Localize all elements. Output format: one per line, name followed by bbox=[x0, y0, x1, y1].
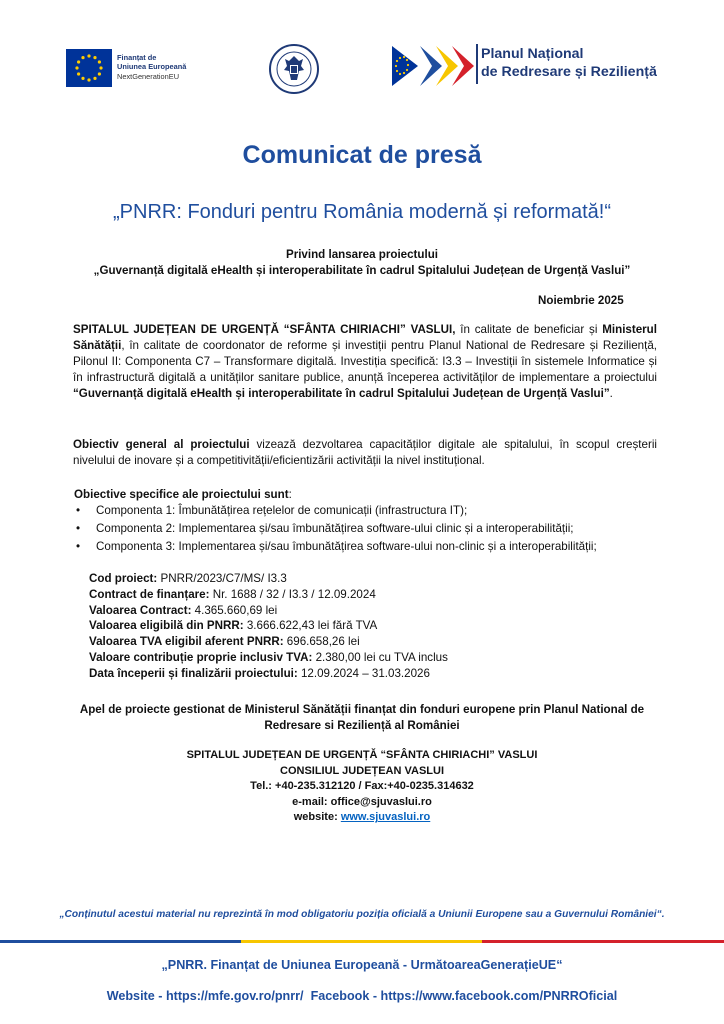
detail-value: PNRR/2023/C7/MS/ I3.3 bbox=[157, 572, 287, 585]
specific-objectives-list bbox=[74, 503, 597, 557]
detail-value: 696.658,26 lei bbox=[283, 635, 360, 649]
text-span: în calitate de beneficiar și bbox=[455, 323, 603, 336]
pnrr-line-1: Planul Național bbox=[481, 46, 584, 62]
paragraph-objective bbox=[73, 437, 657, 469]
footer-website-link[interactable]: Website - https://mfe.gov.ro/pnrr/ bbox=[106, 989, 304, 1003]
detail-label: Valoarea Contract: bbox=[89, 603, 192, 617]
page-title: Comunicat de presă bbox=[242, 141, 482, 169]
romanian-government-seal-icon bbox=[268, 43, 320, 95]
footer-slogan: „PNRR. Finanțat de Uniunea Europeană - UrmătoareaGenerațieUE“ bbox=[161, 958, 563, 972]
paragraph-intro bbox=[73, 322, 657, 402]
intro-line-1: Privind lansarea proiectului bbox=[285, 248, 439, 261]
project-name: “Guvernanță digitală eHealth și interoperabilitate în cadrul Spitalului Județean de Urgență Vaslui” bbox=[73, 387, 610, 400]
detail-label: Valoare contribuție proprie inclusiv TVA: bbox=[89, 650, 313, 664]
detail-row bbox=[89, 603, 448, 619]
list-item-text: Componenta 2: Implementarea și/sau îmbunătățirea software-ului clinic și a interoperabilității; bbox=[96, 522, 574, 535]
stripe-blue bbox=[0, 940, 241, 943]
pnrr-divider bbox=[476, 44, 478, 84]
detail-label: Valoarea eligibilă din PNRR: bbox=[89, 619, 244, 633]
page-subtitle: „PNRR: Fonduri pentru România modernă și reformată!“ bbox=[113, 201, 611, 223]
eu-line-1: Finanțat de bbox=[117, 53, 157, 62]
contact-council: CONSILIUL JUDEȚEAN VASLUI bbox=[280, 764, 444, 777]
colon: : bbox=[288, 488, 292, 501]
detail-value: 3.666.622,43 lei fără TVA bbox=[243, 619, 378, 633]
contact-email[interactable]: e-mail: office@sjuvaslui.ro bbox=[292, 795, 432, 808]
pnrr-line-2: de Redresare și Reziliență bbox=[481, 64, 657, 80]
text-span: . bbox=[609, 387, 613, 400]
website-label: website: bbox=[293, 811, 341, 824]
detail-value: 4.365.660,69 lei bbox=[191, 603, 278, 617]
detail-value: 2.380,00 lei cu TVA inclus bbox=[312, 650, 448, 664]
list-item-text: Componenta 1: Îmbunătățirea rețelelor de comunicații (infrastructura IT); bbox=[96, 504, 468, 517]
bullet-icon: • bbox=[76, 522, 81, 535]
stripe-red bbox=[482, 940, 724, 943]
ministry-name: Ministerul Sănătății bbox=[73, 323, 657, 352]
specific-heading-text: Obiective specifice ale proiectului sunt bbox=[74, 488, 289, 501]
pnrr-logo-icon bbox=[392, 42, 474, 90]
detail-label: Cod proiect: bbox=[89, 572, 158, 585]
list-item bbox=[74, 539, 597, 557]
eu-flag-icon bbox=[66, 49, 112, 87]
objective-heading: Obiectiv general al proiectului bbox=[73, 438, 250, 451]
contact-block bbox=[60, 748, 664, 826]
specific-objectives-heading bbox=[74, 487, 292, 503]
project-details bbox=[89, 571, 448, 682]
detail-row bbox=[89, 618, 448, 634]
release-date: Noiembrie 2025 bbox=[538, 294, 624, 307]
detail-row bbox=[89, 634, 448, 650]
website-link[interactable]: www.sjuvaslui.ro bbox=[340, 811, 431, 824]
detail-value: 12.09.2024 – 31.03.2026 bbox=[297, 666, 430, 680]
bullet-icon: • bbox=[76, 540, 81, 553]
footer-facebook-link[interactable]: Facebook - https://www.facebook.com/PNRROficial bbox=[310, 989, 618, 1003]
contact-org: SPITALUL JUDEȚEAN DE URGENȚĂ “SFÂNTA CHIRIACHI” VASLUI bbox=[186, 749, 538, 761]
list-item bbox=[74, 503, 597, 521]
contact-phone: Tel.: +40-235.312120 / Fax:+40-0235.314632 bbox=[250, 780, 474, 793]
stripe-yellow bbox=[241, 940, 482, 943]
detail-value: Nr. 1688 / 32 / I3.3 / 12.09.2024 bbox=[209, 587, 376, 601]
contact-website bbox=[60, 810, 664, 826]
list-item bbox=[74, 521, 597, 539]
detail-row bbox=[89, 650, 448, 666]
call-line-1: Apel de proiecte gestionat de Ministerul Sănătății finanțat din fonduri europene prin Planul National de bbox=[79, 703, 645, 716]
detail-row bbox=[89, 666, 448, 682]
footer-links bbox=[0, 989, 724, 1003]
detail-row bbox=[89, 587, 448, 603]
call-line-2: Redresare si Reziliență al României bbox=[264, 719, 460, 732]
detail-row bbox=[89, 571, 448, 587]
intro-line-2: „Guvernanță digitală eHealth și interoperabilitate în cadrul Spitalului Județean de Urgență Vaslui” bbox=[93, 264, 631, 277]
detail-label: Valoarea TVA eligibil aferent PNRR: bbox=[89, 635, 284, 649]
text-span: , în calitate de coordonator de reforme și investiții pentru Planul National de Redresare și Reziliență, Pilonul II: Componenta C7 – Transformare digitală. Investiția specifică: I3.3 – Investiții în sistemele Informatice și în infrastructură digitală a unităților sanitare publice, anunță începerea activităților de implementare a proiectului bbox=[73, 339, 657, 384]
disclaimer: „Conținutul acestui material nu reprezintă în mod obligatoriu poziția oficială a Uniunii Europene sau a Guvernului României“. bbox=[59, 909, 665, 920]
objective-text: vizează dezvoltarea capacităților digitale ale spitalului, în scopul creșterii nivelului de inovare și a competitivității/eficientizării activității la nivel instituțional. bbox=[73, 438, 657, 467]
bullet-icon: • bbox=[76, 504, 81, 517]
detail-label: Data începerii și finalizării proiectului: bbox=[89, 666, 298, 680]
list-item-text: Componenta 3: Implementarea și/sau îmbunătățirea software-ului non-clinic și a interoperabilității; bbox=[96, 540, 597, 553]
eu-line-2: Uniunea Europeană bbox=[117, 62, 187, 72]
hospital-name: SPITALUL JUDEȚEAN DE URGENȚĂ “SFÂNTA CHIRIACHI” VASLUI, bbox=[73, 323, 456, 336]
eu-funding-text bbox=[117, 53, 186, 81]
detail-label: Contract de finanțare: bbox=[89, 587, 210, 601]
pnrr-title-text bbox=[481, 45, 657, 81]
eu-line-3: NextGenerationEU bbox=[117, 71, 180, 81]
